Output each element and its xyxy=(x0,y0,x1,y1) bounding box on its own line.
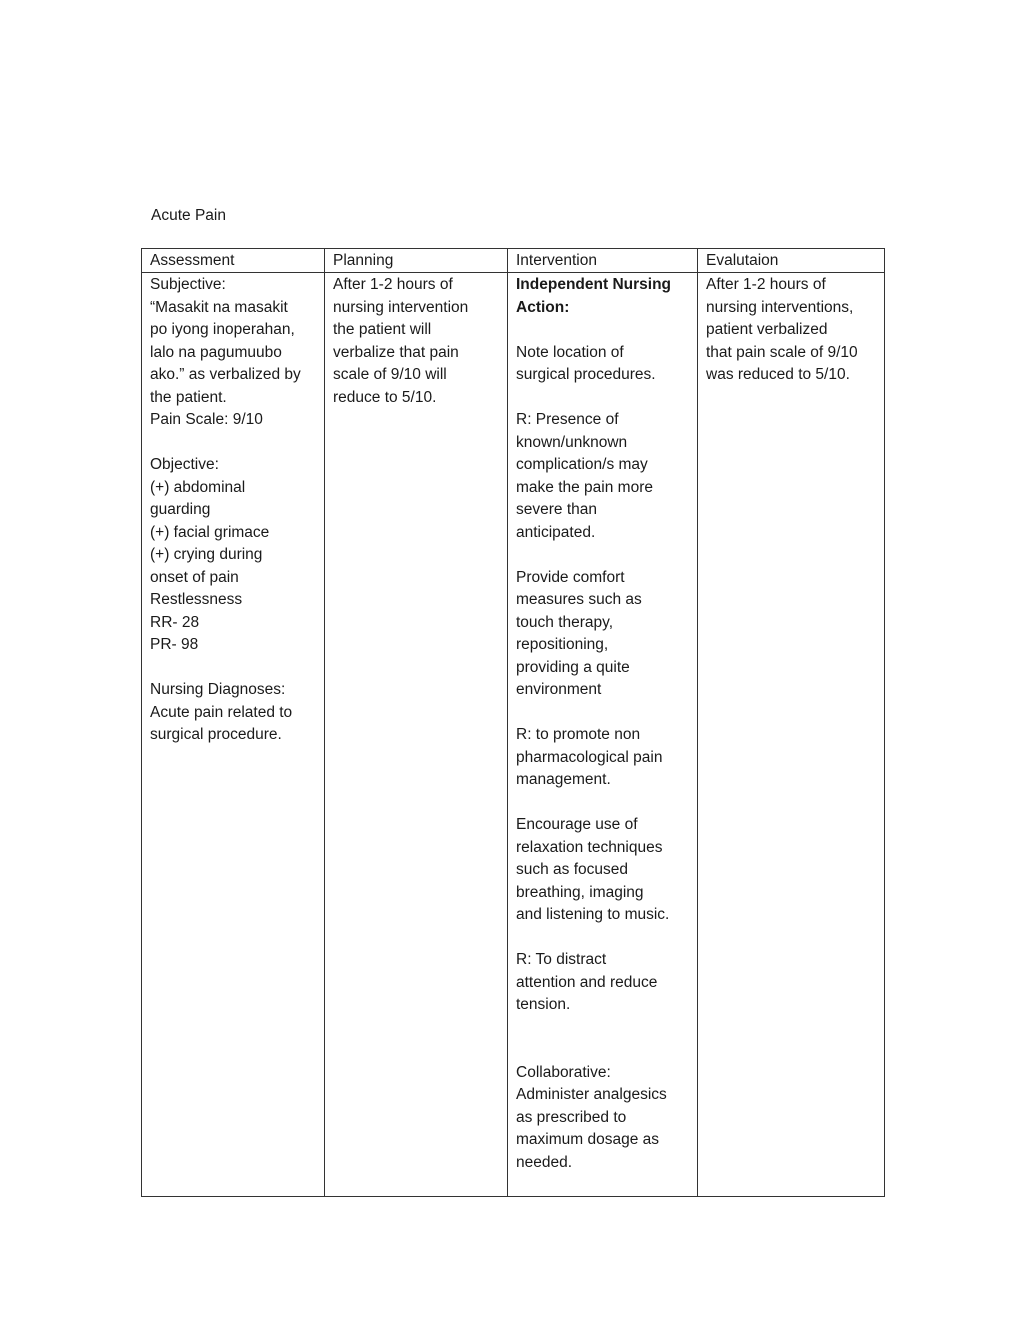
cell-line: R: Presence of xyxy=(516,411,619,428)
cell-line: make the pain more xyxy=(516,478,653,496)
cell-line: “Masakit na masakit xyxy=(150,298,288,316)
cell-line: severe than xyxy=(516,501,597,518)
header-evaluation: Evalutaion xyxy=(698,249,885,273)
cell-line: PR- 98 xyxy=(150,636,199,653)
cell-line: nursing intervention xyxy=(333,298,469,316)
cell-line: environment xyxy=(516,681,602,698)
cell-line: touch therapy, xyxy=(516,613,614,631)
cell-line: RR- 28 xyxy=(150,613,200,631)
table-row xyxy=(142,273,885,1197)
cell-line: onset of pain xyxy=(150,568,239,586)
cell-line: guarding xyxy=(150,501,211,518)
cell-line: (+) facial grimace xyxy=(150,523,270,541)
planning-cell xyxy=(325,273,508,1197)
cell-line: Nursing Diagnoses: xyxy=(150,681,286,698)
cell-line: Subjective: xyxy=(150,276,226,293)
cell-line: the patient. xyxy=(150,388,227,406)
cell-line: After 1-2 hours of xyxy=(706,276,826,293)
cell-line: relaxation techniques xyxy=(516,838,663,856)
cell-line: surgical procedures. xyxy=(516,366,656,383)
cell-line: (+) abdominal xyxy=(150,478,246,496)
cell-line: anticipated. xyxy=(516,523,596,541)
cell-line: as prescribed to xyxy=(516,1108,627,1126)
cell-line: verbalize that pain xyxy=(333,343,459,361)
cell-line: complication/s may xyxy=(516,456,648,473)
cell-line: surgical procedure. xyxy=(150,726,282,743)
cell-line: po iyong inoperahan, xyxy=(150,321,295,338)
cell-line: Action: xyxy=(516,298,570,316)
cell-line: Provide comfort xyxy=(516,568,625,586)
cell-line: scale of 9/10 will xyxy=(333,366,447,383)
cell-line: providing a quite xyxy=(516,658,630,676)
cell-line xyxy=(516,319,689,342)
cell-line xyxy=(516,792,689,815)
cell-line xyxy=(516,387,689,410)
cell-line: was reduced to 5/10. xyxy=(706,366,850,383)
cell-line: repositioning, xyxy=(516,636,609,653)
cell-line xyxy=(150,432,316,455)
cell-line: known/unknown xyxy=(516,433,628,451)
cell-line: maximum dosage as xyxy=(516,1131,660,1148)
header-assessment: Assessment xyxy=(142,249,325,273)
cell-line: Note location of xyxy=(516,343,624,361)
cell-line: After 1-2 hours of xyxy=(333,276,453,293)
cell-line: Objective: xyxy=(150,456,219,473)
nursing-care-plan-table xyxy=(141,248,885,1197)
cell-line: needed. xyxy=(516,1153,573,1171)
cell-line: lalo na pagumuubo xyxy=(150,343,282,361)
cell-line: breathing, imaging xyxy=(516,883,644,901)
cell-line: reduce to 5/10. xyxy=(333,388,437,406)
cell-line: R: To distract xyxy=(516,951,607,968)
header-intervention: Intervention xyxy=(508,249,698,273)
cell-line: ako.” as verbalized by xyxy=(150,366,301,383)
cell-line: Independent Nursing xyxy=(516,276,671,293)
cell-line: patient verbalized xyxy=(706,321,828,338)
cell-line: management. xyxy=(516,771,611,788)
evaluation-cell xyxy=(698,273,885,1197)
header-planning: Planning xyxy=(325,249,508,273)
cell-line: pharmacological pain xyxy=(516,748,663,766)
cell-line: such as focused xyxy=(516,861,629,878)
cell-line: the patient will xyxy=(333,321,432,338)
cell-line: attention and reduce xyxy=(516,973,658,991)
intervention-cell xyxy=(508,273,698,1197)
cell-line xyxy=(150,657,316,680)
cell-line: Collaborative: xyxy=(516,1063,611,1081)
cell-line: Acute pain related to xyxy=(150,703,293,721)
table-header-row xyxy=(142,249,885,273)
cell-line: (+) crying during xyxy=(150,546,263,563)
cell-line xyxy=(516,927,689,950)
assessment-cell xyxy=(142,273,325,1197)
cell-line: Encourage use of xyxy=(516,816,638,833)
cell-line: Pain Scale: 9/10 xyxy=(150,411,263,428)
cell-line: R: to promote non xyxy=(516,726,641,743)
cell-line: that pain scale of 9/10 xyxy=(706,343,858,361)
cell-line: nursing interventions, xyxy=(706,298,854,316)
cell-line: and listening to music. xyxy=(516,906,670,923)
cell-line: measures such as xyxy=(516,591,642,608)
cell-line: Restlessness xyxy=(150,591,243,608)
document-title: Acute Pain xyxy=(151,207,226,224)
cell-line: tension. xyxy=(516,996,571,1013)
cell-line: Administer analgesics xyxy=(516,1086,667,1103)
cell-line xyxy=(516,702,689,725)
cell-line xyxy=(516,1017,689,1040)
cell-line xyxy=(516,1039,689,1062)
cell-line xyxy=(516,544,689,567)
